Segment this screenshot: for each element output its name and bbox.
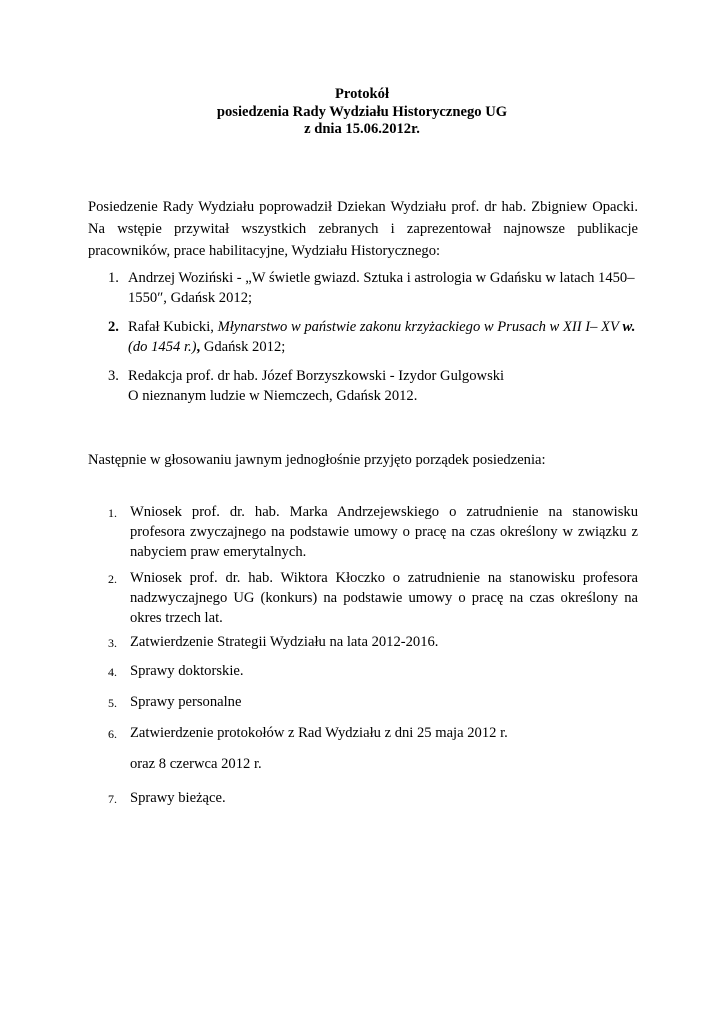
agenda-line: Zatwierdzenie protokołów z Rad Wydziału z dni 25 maja 2012 r. [130,725,508,741]
agenda-number: 4. [108,665,117,679]
publication-line: O nieznanym ludzie w Niemczech, Gdańsk 2012. [128,388,418,404]
publication-number: 2. [108,319,119,335]
publication-number: 3. [108,368,119,384]
publication-title-date: (do 1454 r.) [128,339,197,355]
publication-title-suffix: w. [622,319,636,335]
agenda-number: 2. [108,572,117,586]
publication-title: Młynarstwo w państwie zakonu krzyżackiego w Prusach w XII I– XV [217,319,619,335]
agenda-intro: Następnie w głosowaniu jawnym jednogłośnie przyjęto porządek posiedzenia: [88,452,546,468]
agenda-line: Zatwierdzenie Strategii Wydziału na lata 2012-2016. [130,634,439,650]
agenda-number: 6. [108,727,117,741]
agenda-line: nabyciem praw emerytalnych. [130,544,307,560]
agenda-number: 5. [108,696,117,710]
intro-line-1: Posiedzenie Rady Wydziału poprowadził Dziekan Wydziału prof. dr hab. Zbigniew Opacki. [88,199,638,215]
title-line-2: posiedzenia Rady Wydziału Historycznego UG [216,103,508,120]
agenda-line: okres trzech lat. [130,610,223,626]
agenda-number: 1. [108,506,117,520]
publication-line: 1550″, Gdańsk 2012; [128,290,253,306]
agenda-line: Sprawy bieżące. [130,790,226,806]
agenda-line: nadzwyczajnego UG (konkurs) na podstawie umowy o pracę na czas określony na [130,590,638,606]
publication-place-year: Gdańsk 2012; [200,339,286,355]
agenda-number: 3. [108,636,117,650]
title-line-3: z dnia 15.06.2012r. [304,121,420,137]
agenda-number: 7. [108,792,117,806]
publication-number: 1. [108,270,119,286]
intro-paragraph [88,196,638,262]
intro-line-3: pracowników, prace habilitacyjne, Wydziału Historycznego: [88,243,441,259]
intro-line-2: Na wstępie przywitał wszystkich zebranych i zaprezentował najnowsze publikacje [88,221,638,237]
agenda-line: Wniosek prof. dr. hab. Marka Andrzejewskiego o zatrudnienie na stanowisku [130,504,638,520]
publication-comma: , [196,339,201,355]
publication-author: Rafał Kubicki, [128,319,214,335]
document-title [0,86,724,139]
publication-line: Redakcja prof. dr hab. Józef Borzyszkowski - Izydor Gulgowski [128,368,505,384]
publication-line: Andrzej Woziński - „W świetle gwiazd. Sztuka i astrologia w Gdańsku w latach 1450– [128,270,635,286]
title-line-1: Protokół [334,86,390,102]
agenda-line: oraz 8 czerwca 2012 r. [130,756,262,772]
agenda-line: Sprawy doktorskie. [130,663,244,679]
agenda-line: Wniosek prof. dr. hab. Wiktora Kłoczko o zatrudnienie na stanowisku profesora [130,570,638,586]
agenda-line: Sprawy personalne [130,694,242,710]
agenda-line: profesora zwyczajnego na podstawie umowy o pracę na czas określony w związku z [130,524,638,540]
